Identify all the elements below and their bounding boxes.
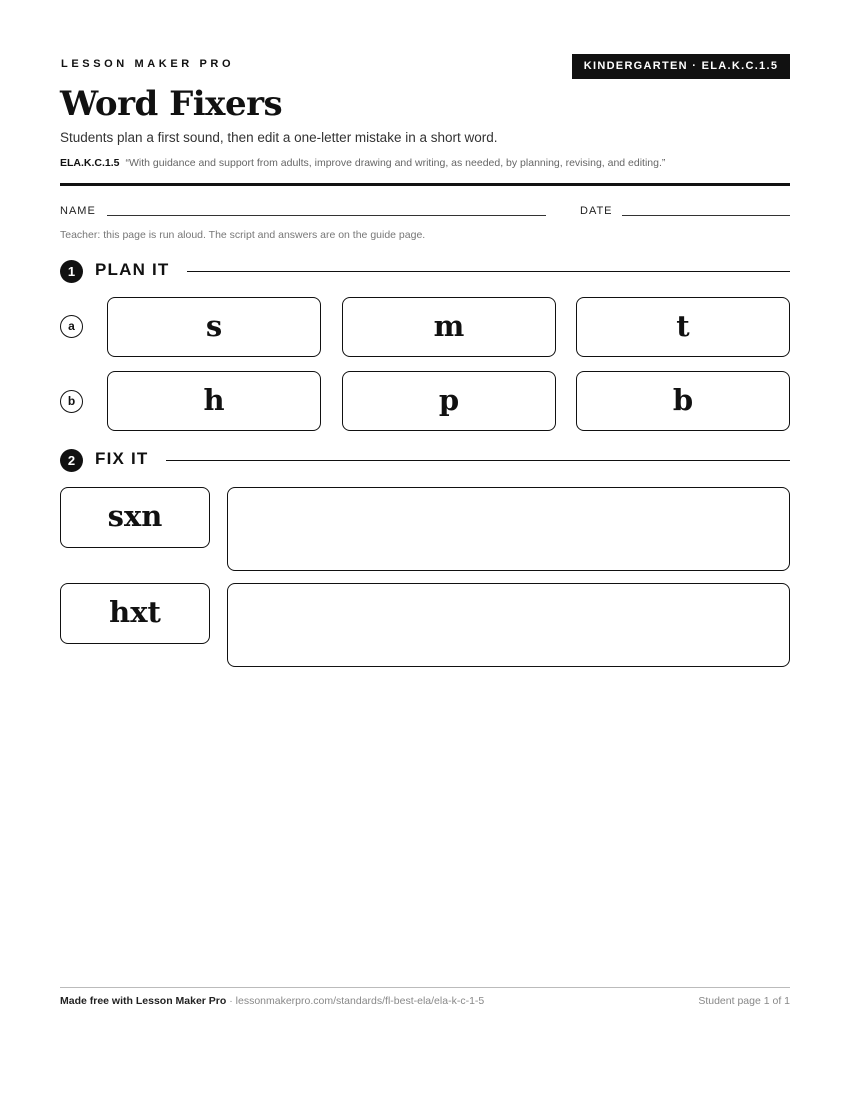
standard-code: ELA.K.C.1.5 [60,157,120,169]
section-plan-it [60,259,790,285]
page-subtitle: Students plan a first sound, then edit a one-letter mistake in a short word. [60,130,498,145]
date-label: DATE [580,205,613,217]
footer-credit [60,995,484,1007]
row-marker-a: a [60,315,83,338]
name-field[interactable] [107,215,546,216]
teacher-note: Teacher: this page is run aloud. The script and answers are on the guide page. [60,229,426,241]
grade-badge: KINDERGARTEN · ELA.K.C.1.5 [572,54,790,79]
sound-card[interactable]: t [576,297,790,357]
misspelled-word: hxt [60,583,210,644]
section-number: 2 [60,449,83,472]
footer-divider [60,987,790,988]
date-field[interactable] [622,215,790,216]
misspelled-word: sxn [60,487,210,548]
standard-line [60,157,665,169]
sound-card[interactable]: h [107,371,321,431]
sound-card[interactable]: p [342,371,556,431]
footer-made-with: Made free with Lesson Maker Pro [60,995,227,1007]
section-rule [187,271,790,272]
header-divider [60,183,790,186]
answer-box[interactable] [227,487,790,571]
section-fix-it [60,448,790,474]
section-number: 1 [60,260,83,283]
sound-card[interactable]: m [342,297,556,357]
standard-text: “With guidance and support from adults, improve drawing and writing, as needed, by planning, revising, and editing.” [125,157,666,169]
brand-name: LESSON MAKER PRO [61,58,235,70]
footer-url[interactable]: · lessonmakerpro.com/standards/fl-best-ela/ela-k-c-1-5 [226,995,485,1007]
footer-page-label: Student page 1 of 1 [698,995,790,1007]
sound-card[interactable]: s [107,297,321,357]
sound-card[interactable]: b [576,371,790,431]
page-title: Word Fixers [60,84,283,124]
section-title: PLAN IT [95,260,170,279]
name-label: NAME [60,205,96,217]
answer-box[interactable] [227,583,790,667]
section-rule [166,460,790,461]
row-marker-b: b [60,390,83,413]
section-title: FIX IT [95,449,149,468]
